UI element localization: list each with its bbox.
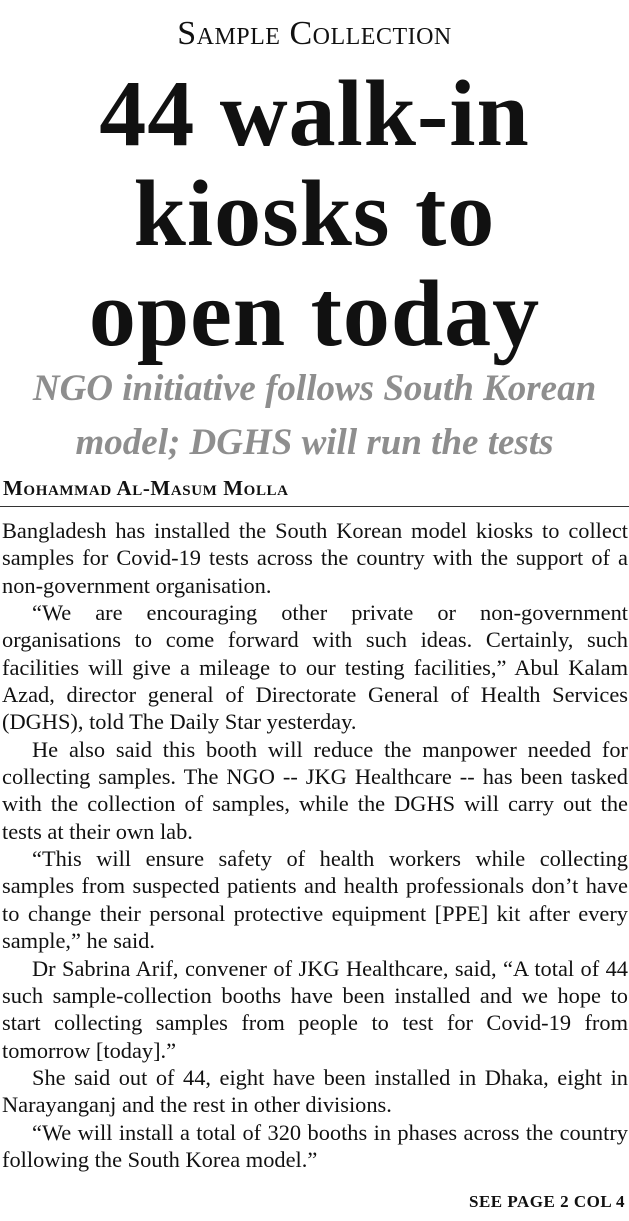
subheadline-line: model; DGHS will run the tests [75,422,554,463]
body-paragraph: Dr Sabrina Arif, convener of JKG Healthcare, said, “A total of 44 such sample-collection booths have been installed and we hope to start collecting samples from people to test for Covid-19 from tomorrow [today].” [2,955,628,1063]
body-paragraph: Bangladesh has installed the South Korean model kiosks to collect samples for Covid-19 tests across the country with the support of a non-government organisation. [2,518,628,598]
byline-divider [0,506,629,507]
body-paragraph: He also said this booth will reduce the manpower needed for collecting samples. The NGO -- JKG Healthcare -- has been tasked with the collection of samples, while the DGHS will carry out the tests at their own lab. [2,736,628,844]
body-paragraph: She said out of 44, eight have been installed in Dhaka, eight in Narayanganj and the rest in other divisions. [2,1064,628,1118]
subheadline-line: NGO initiative follows South Korean [32,368,597,409]
continued-on-page-note: SEE PAGE 2 COL 4 [469,1192,625,1211]
article-body [2,517,628,1173]
headline-line: kiosks to [133,162,496,266]
body-paragraph: “We are encouraging other private or non-government organisations to come forward with such ideas. Certainly, such facilities will give a mileage to our testing facilities,” Abul Kalam Azad, director general of Directorate General of Health Services (DGHS), told The Daily Star yesterday. [2,600,628,735]
author-byline: Mohammad Al-Masum Molla [3,476,289,500]
headline [0,64,629,364]
subheadline [0,362,629,470]
section-kicker: Sample Collection [177,15,452,52]
body-paragraph: “We will install a total of 320 booths in phases across the country following the South Korea model.” [2,1119,628,1172]
body-paragraph: “This will ensure safety of health workers while collecting samples from suspected patients and health professionals don’t have to change their personal protective equipment [PPE] kit after every sample,” he said. [2,846,628,954]
headline-line: 44 walk-in [99,62,530,166]
headline-line: open today [88,262,541,366]
